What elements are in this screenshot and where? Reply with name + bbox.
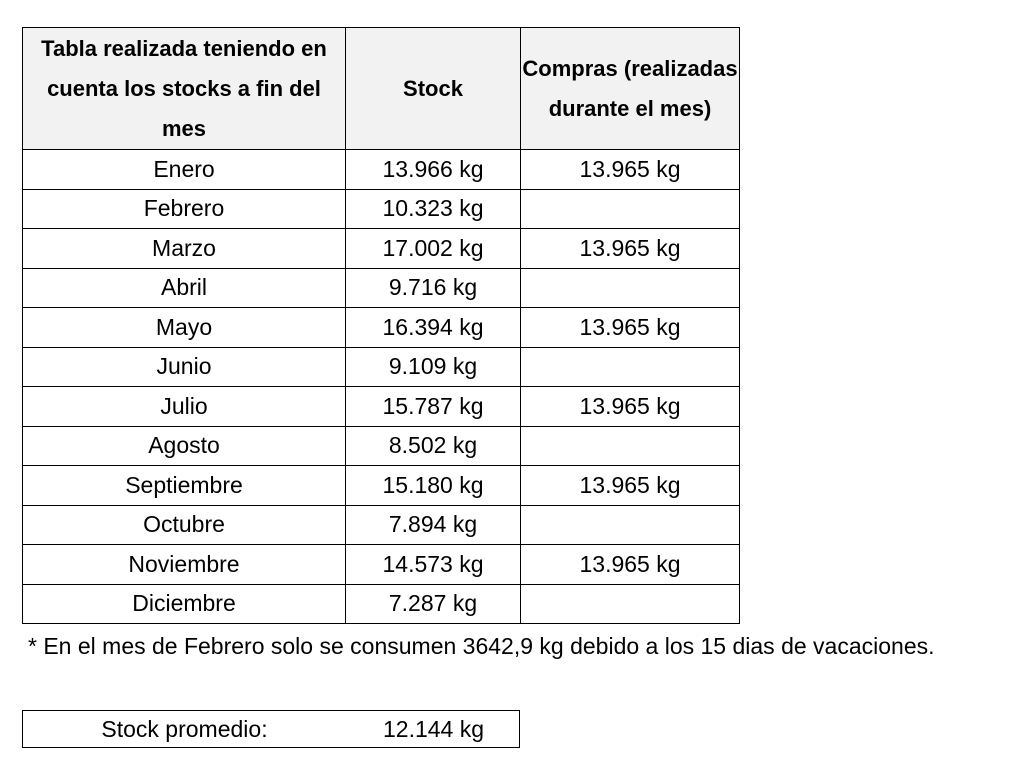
month-cell: Junio — [23, 347, 346, 387]
compras-cell — [521, 426, 740, 466]
month-cell: Julio — [23, 387, 346, 427]
month-cell: Marzo — [23, 229, 346, 269]
stock-cell: 15.787 kg — [346, 387, 521, 427]
month-cell: Octubre — [23, 505, 346, 545]
table-row — [23, 584, 740, 624]
month-cell: Agosto — [23, 426, 346, 466]
stock-cell: 14.573 kg — [346, 545, 521, 585]
compras-cell — [521, 347, 740, 387]
month-cell: Septiembre — [23, 466, 346, 506]
month-cell: Diciembre — [23, 584, 346, 624]
table-row — [23, 426, 740, 466]
header-stock: Stock — [346, 28, 521, 150]
table-row — [23, 545, 740, 585]
table-row — [23, 229, 740, 269]
table-row — [23, 189, 740, 229]
stock-cell: 16.394 kg — [346, 308, 521, 348]
stock-cell: 10.323 kg — [346, 189, 521, 229]
month-cell: Abril — [23, 268, 346, 308]
table-row — [23, 505, 740, 545]
table-row — [23, 387, 740, 427]
stock-cell: 9.109 kg — [346, 347, 521, 387]
header-compras: Compras (realizadas durante el mes) — [521, 28, 740, 150]
month-cell: Noviembre — [23, 545, 346, 585]
stock-cell: 15.180 kg — [346, 466, 521, 506]
compras-cell — [521, 189, 740, 229]
compras-cell: 13.965 kg — [521, 545, 740, 585]
compras-cell: 13.965 kg — [521, 150, 740, 190]
average-stock-box — [22, 710, 520, 748]
average-stock-value: 12.144 kg — [382, 715, 485, 742]
footnote: * En el mes de Febrero solo se consumen 3642,9 kg debido a los 15 dias de vacaciones. — [28, 633, 935, 659]
compras-cell: 13.965 kg — [521, 387, 740, 427]
table-row — [23, 308, 740, 348]
table-row — [23, 466, 740, 506]
month-cell: Mayo — [23, 308, 346, 348]
header-month: Tabla realizada teniendo en cuenta los stocks a fin del mes — [23, 28, 346, 150]
compras-cell: 13.965 kg — [521, 466, 740, 506]
average-stock-label: Stock promedio: — [101, 715, 268, 742]
stock-cell: 7.287 kg — [346, 584, 521, 624]
stock-table — [22, 27, 740, 624]
table-header-row — [23, 28, 740, 150]
compras-cell: 13.965 kg — [521, 229, 740, 269]
stock-cell: 9.716 kg — [346, 268, 521, 308]
month-cell: Febrero — [23, 189, 346, 229]
compras-cell — [521, 505, 740, 545]
stock-cell: 7.894 kg — [346, 505, 521, 545]
compras-cell — [521, 268, 740, 308]
table-row — [23, 268, 740, 308]
compras-cell: 13.965 kg — [521, 308, 740, 348]
table-row — [23, 347, 740, 387]
stock-cell: 13.966 kg — [346, 150, 521, 190]
stock-cell: 17.002 kg — [346, 229, 521, 269]
stock-cell: 8.502 kg — [346, 426, 521, 466]
month-cell: Enero — [23, 150, 346, 190]
table-row — [23, 150, 740, 190]
compras-cell — [521, 584, 740, 624]
